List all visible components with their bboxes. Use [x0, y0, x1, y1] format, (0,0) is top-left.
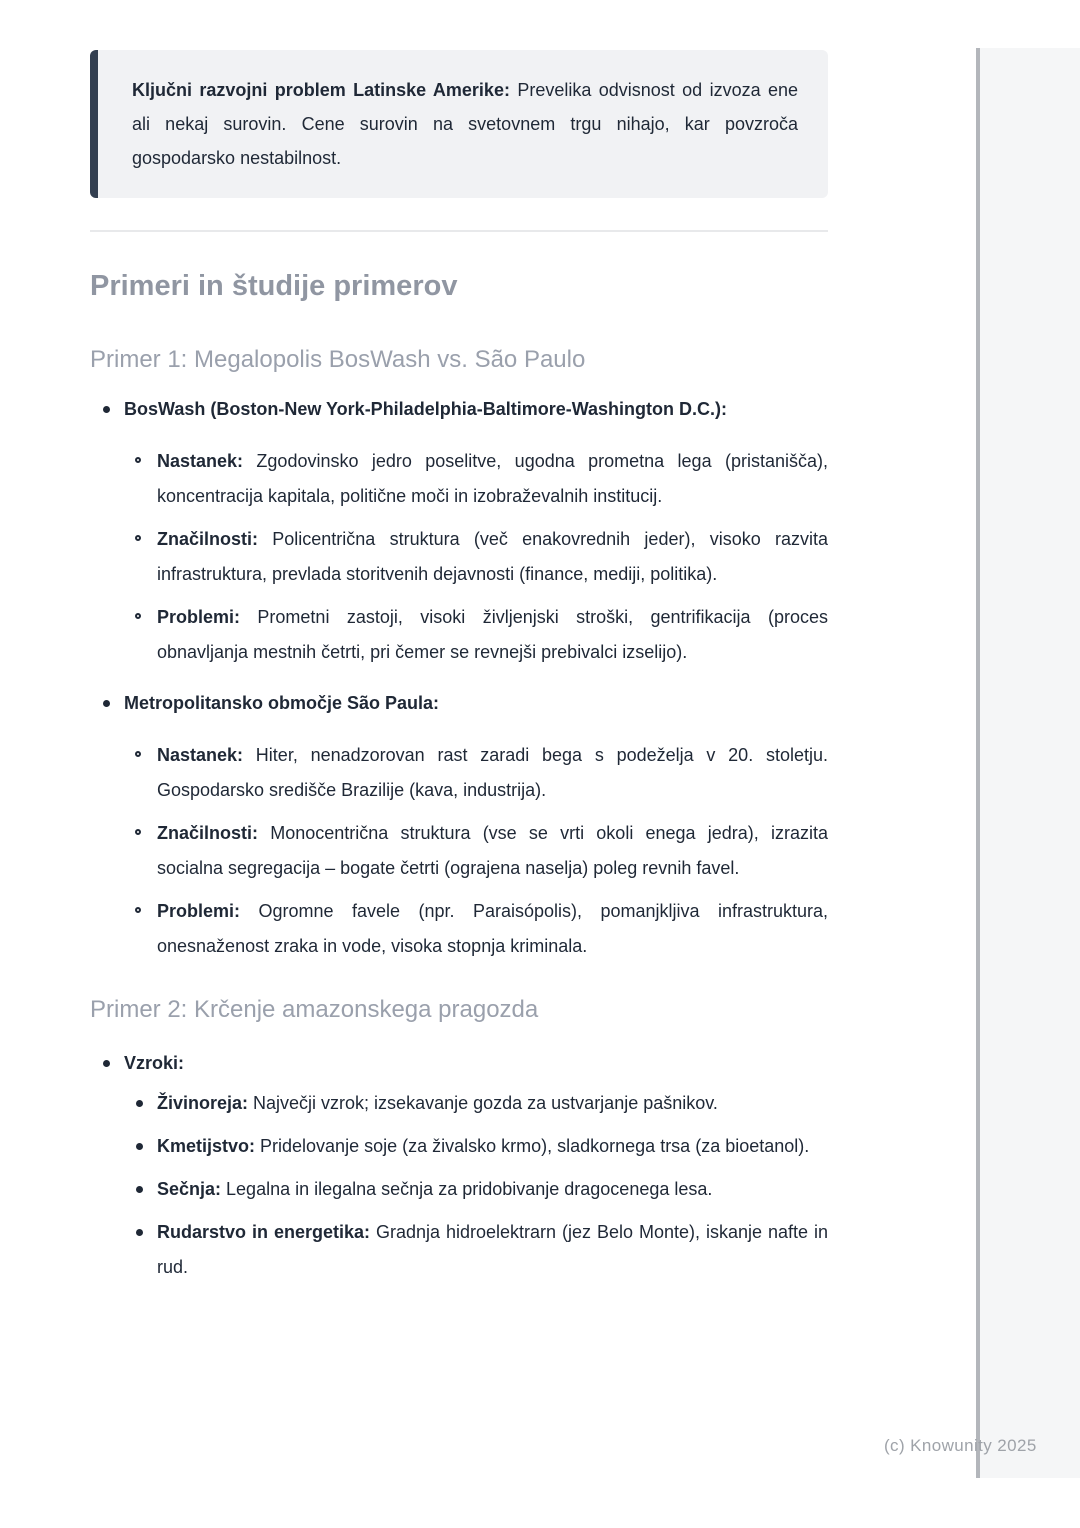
primer2-list: [90, 1046, 828, 1285]
term-text: Legalna in ilegalna sečnja za pridobivanje dragocenega lesa.: [221, 1179, 713, 1199]
list-item: [124, 816, 828, 886]
term-text: Monocentrična struktura (vse se vrti okoli enega jedra), izrazita socialna segregacija – bogate četrti (ograjena naselja) poleg revnih favel.: [157, 823, 828, 878]
term-label: Problemi:: [157, 607, 241, 627]
vzroki-sub-list: [124, 1086, 828, 1285]
list-item: [124, 738, 828, 808]
circle-bullet-icon: [135, 535, 141, 541]
term-text: Gradnja hidroelektrarn (jez Belo Monte), iskanje nafte in rud.: [157, 1222, 828, 1277]
watermark-label: (c) Knowunity 2025: [884, 1436, 1037, 1455]
term-label: Problemi:: [157, 901, 241, 921]
callout-bold-label: Ključni razvojni problem Latinske Amerike:: [132, 80, 510, 100]
list-item: [124, 1215, 828, 1285]
primer2-title: Primer 2: Krčenje amazonskega pragozda: [90, 996, 539, 1023]
term-text: Pridelovanje soje (za živalsko krmo), sladkornega trsa (za bioetanol).: [255, 1136, 810, 1156]
term-text: Ogromne favele (npr. Paraisópolis), pomanjkljiva infrastruktura, onesnaženost zraka in vode, visoka stopnja kriminala.: [157, 901, 828, 956]
bullet-icon: [136, 1100, 143, 1107]
primer1-list: [90, 392, 828, 964]
adjacent-page-edge: [976, 48, 1080, 1478]
list-item-sao-paulo: [90, 686, 828, 964]
term-label: Značilnosti:: [157, 823, 259, 843]
term-text: Hiter, nenadzorovan rast zaradi bega s podeželja v 20. stoletju. Gospodarsko središče Brazilije (kava, industrija).: [157, 745, 828, 800]
term-text: Največji vzrok; izsekavanje gozda za ustvarjanje pašnikov.: [248, 1093, 718, 1113]
section-divider: [90, 230, 828, 232]
key-problem-callout: [90, 50, 828, 198]
term-label: Rudarstvo in energetika:: [157, 1222, 370, 1242]
list-item: [124, 522, 828, 592]
section-title: Primeri in študije primerov: [90, 270, 458, 302]
sao-paulo-sub-list: [124, 738, 828, 964]
term-label: Nastanek:: [157, 451, 244, 471]
term-label: Živinoreja:: [157, 1093, 249, 1113]
circle-bullet-icon: [135, 829, 141, 835]
bullet-icon: [103, 406, 110, 413]
circle-bullet-icon: [135, 751, 141, 757]
term-text: Policentrična struktura (več enakovrednih jeder), visoko razvita infrastruktura, prevlada storitvenih dejavnosti (finance, mediji, politika).: [157, 529, 828, 584]
circle-bullet-icon: [135, 907, 141, 913]
circle-bullet-icon: [135, 457, 141, 463]
primer1-title: Primer 1: Megalopolis BosWash vs. São Paulo: [90, 346, 586, 373]
term-label: Nastanek:: [157, 745, 244, 765]
list-item: [124, 1129, 828, 1164]
document-content: [90, 0, 828, 1285]
list-item: [124, 894, 828, 964]
term-label: Kmetijstvo:: [157, 1136, 256, 1156]
bullet-icon: [136, 1186, 143, 1193]
circle-bullet-icon: [135, 613, 141, 619]
callout-body-text: Prevelika odvisnost od izvoza ene ali nekaj surovin. Cene surovin na svetovnem trgu nihajo, kar povzroča gospodarsko nestabilnost.: [132, 80, 798, 168]
list-item: [124, 600, 828, 670]
list-item: [124, 1172, 828, 1207]
term-text: Zgodovinsko jedro poselitve, ugodna prometna lega (pristanišča), koncentracija kapitala, politične moči in izobraževalnih institucij.: [157, 451, 828, 506]
bullet-icon: [136, 1229, 143, 1236]
boswash-sub-list: [124, 444, 828, 670]
term-label: Značilnosti:: [157, 529, 259, 549]
list-item: [124, 1086, 828, 1121]
bullet-icon: [103, 1060, 110, 1067]
sao-paulo-label: Metropolitansko območje São Paula:: [124, 693, 440, 713]
list-item-boswash: [90, 392, 828, 670]
boswash-label: BosWash (Boston-New York-Philadelphia-Baltimore-Washington D.C.):: [124, 399, 728, 419]
term-label: Sečnja:: [157, 1179, 222, 1199]
term-text: Prometni zastoji, visoki življenjski stroški, gentrifikacija (proces obnavljanja mestnih četrti, pri čemer se revnejši prebivalci izselijo).: [157, 607, 828, 662]
bullet-icon: [103, 700, 110, 707]
list-item: [124, 444, 828, 514]
list-item-vzroki: [90, 1046, 828, 1285]
bullet-icon: [136, 1143, 143, 1150]
vzroki-label: Vzroki:: [124, 1053, 185, 1073]
